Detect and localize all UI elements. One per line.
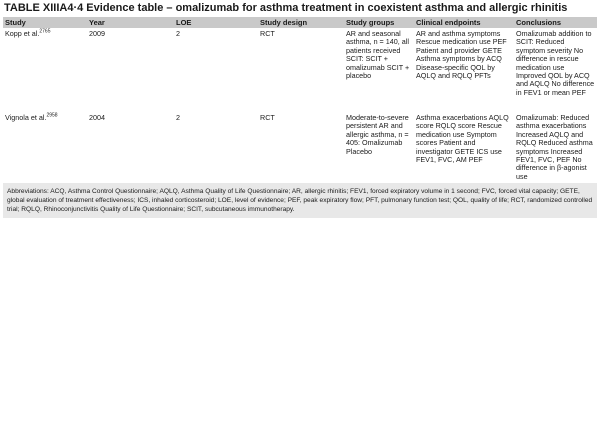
study-name: Vignola et al.	[5, 113, 47, 122]
header-year: Year	[87, 17, 174, 28]
cell-year: 2009	[89, 29, 105, 38]
cell-conclusions: Omalizumab addition to SCIT: Reduced symptom severity No difference in rescue medication use Improved QOL by ACQ and AQLQ No difference in FEV1 or mean PEF	[516, 29, 595, 97]
cell-groups: AR and seasonal asthma, n = 140, all patients received SCIT: SCIT + omalizumab SCIT + placebo	[346, 29, 410, 81]
cell-loe: 2	[176, 29, 180, 38]
cell-loe: 2	[176, 113, 180, 122]
evidence-table	[3, 17, 597, 218]
study-name: Kopp et al.	[5, 29, 40, 38]
cell-conclusions: Omalizumab: Reduced asthma exacerbations Increased AQLQ and RQLQ Reduced asthma symptoms Increased FEV1, FVC, PEF No difference in β-agonist use	[516, 113, 593, 181]
cell-endpoints: AR and asthma symptoms Rescue medication use PEF Patient and provider GETE Asthma symptoms by ACQ Disease-specific QOL by AQLQ and RQLQ PFTs	[416, 29, 507, 81]
abbreviations-row	[3, 183, 597, 218]
header-study-groups: Study groups	[344, 17, 414, 28]
cell-groups: Moderate-to-severe persistent AR and allergic asthma, n = 405: Omalizumab Placebo	[346, 113, 409, 156]
cell-study	[3, 28, 87, 112]
cell-design: RCT	[260, 29, 275, 38]
header-study: Study	[3, 17, 87, 28]
cell-endpoints: Asthma exacerbations AQLQ score RQLQ score Rescue medication use Symptom scores Patient and investigator GETE ICS use FEV1, FVC, AM PEF	[416, 113, 509, 165]
table-title: TABLE XIIIA4·4 Evidence table – omalizumab for asthma treatment in coexistent asthma and allergic rhinitis	[4, 2, 568, 14]
table-row	[3, 28, 597, 112]
table-row	[3, 112, 597, 183]
reference-number: 2958	[46, 112, 58, 119]
cell-year: 2004	[89, 113, 105, 122]
header-conclusions: Conclusions	[514, 17, 597, 28]
abbreviations-note: Abbreviations: ACQ, Asthma Control Questionnaire; AQLQ, Asthma Quality of Life Questionnaire; AR, allergic rhinitis; FEV1, forced expiratory volume in 1 second; FVC, forced vital capacity; GETE, global evaluation of treatment effectiveness; ICS, inhaled corticosteroid; LOE, level of evidence; PEF, peak expiratory flow; PFT, pulmonary function test; QOL, quality of life; RCT, randomized controlled trial; RQLQ, Rhinoconjunctivitis Quality of Life Questionnaire; SCIT, subcutaneous immunotherapy.	[3, 183, 597, 218]
header-loe: LOE	[174, 17, 258, 28]
header-study-design: Study design	[258, 17, 344, 28]
reference-number: 2765	[39, 28, 51, 35]
header-clinical-endpoints: Clinical endpoints	[414, 17, 514, 28]
cell-design: RCT	[260, 113, 275, 122]
header-row	[3, 17, 597, 28]
cell-study	[3, 112, 87, 183]
